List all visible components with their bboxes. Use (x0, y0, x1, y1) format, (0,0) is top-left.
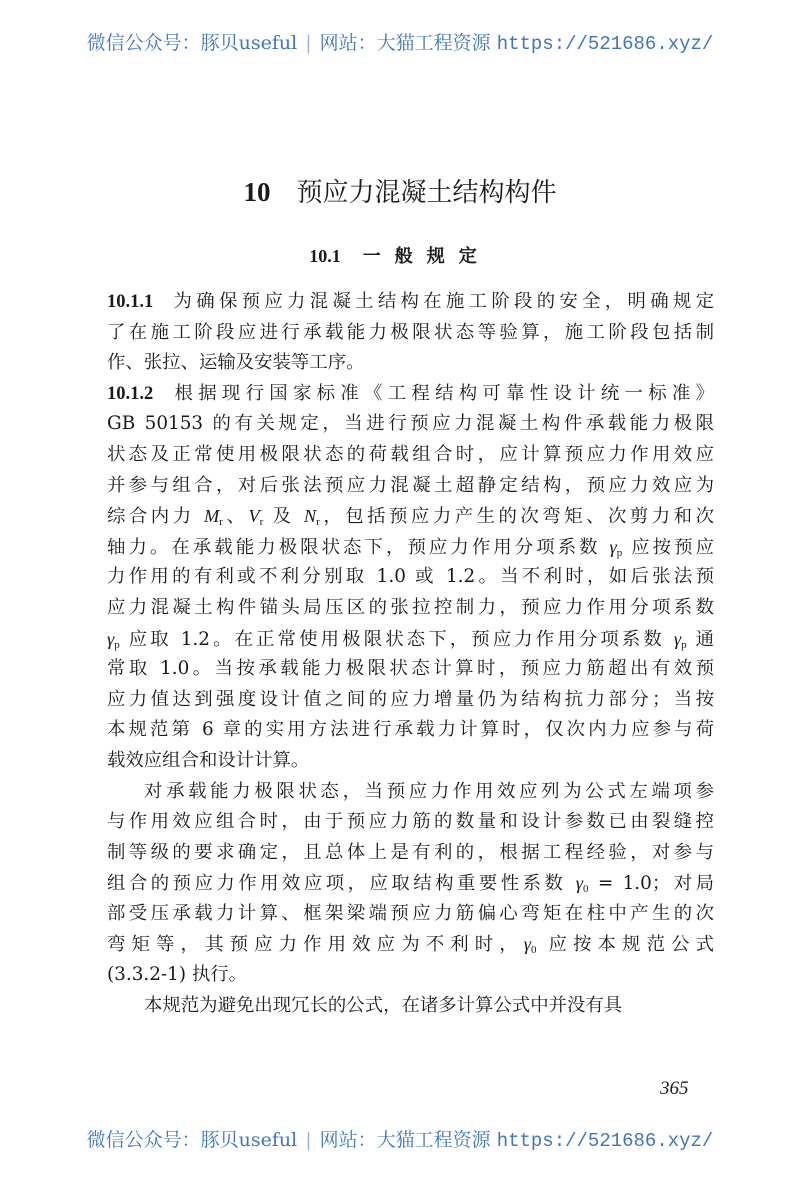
subscript: r (219, 516, 223, 529)
text-line: 常取 1.0。当按承载能力极限状态计算时，预应力筋超出有效预 (107, 658, 714, 680)
text-line: 状态及正常使用极限状态的荷载组合时，应计算预应力作用效应 (107, 443, 714, 465)
symbol-M: M (203, 506, 220, 527)
chapter-number: 10 (243, 177, 271, 207)
watermark-account: 微信公众号：豚贝useful (86, 1129, 298, 1151)
chapter-title (0, 172, 800, 209)
clause-number: 10.1.2 (107, 383, 154, 404)
text-line-with-symbols: 组合的预应力作用效应项，应取结构重要性系数 $\gamma_0 = 1.0$；对局 (107, 873, 714, 896)
watermark-url: https://521686.xyz/ (496, 33, 714, 55)
text-line: 本规范第 6 章的实用方法进行承载力计算时，仅次内力应参与荷 (107, 719, 714, 741)
subscript: p (681, 638, 687, 651)
clause-number: 10.1.1 (107, 292, 154, 312)
text-line: 为确保预应力混凝土结构在施工阶段的安全，明确规定 (169, 291, 714, 312)
section-title (0, 242, 800, 268)
text-line: 载效应组合和设计计算。 (107, 749, 310, 771)
text-line: (3.3.2-1) 执行。 (107, 964, 248, 986)
subscript: p (616, 546, 623, 559)
clause-line (107, 379, 714, 410)
watermark-url: https://521686.xyz/ (496, 1130, 714, 1152)
symbol-gamma: γ (107, 628, 115, 649)
page-number: 365 (660, 1078, 689, 1099)
body-text (107, 287, 714, 1021)
watermark-bottom (0, 1125, 800, 1152)
text-line-with-symbols: 综合内力 $M_r$、$V_r$ 及 $N_r$，包括预应力产生的次弯矩、次剪力和次 (107, 506, 714, 529)
section-title-text: 一般规定 (362, 246, 491, 267)
watermark-site-label: 网站：大猫工程资源 (319, 1129, 491, 1151)
text-line-with-symbols: 轴力。在承载能力极限状态下，预应力作用分项系数 $\gamma_p$ 应按预应 (107, 536, 714, 559)
text-line: 与作用效应组合时，由于预应力筋的数量和设计参数已由裂缝控 (107, 811, 714, 833)
text-line-with-symbols: 弯矩等，其预应力作用效应为不利时，$\gamma_0$ 应按本规范公式 (107, 934, 714, 957)
symbol-N: N (303, 506, 317, 527)
watermark-account: 微信公众号：豚贝useful (86, 32, 298, 54)
watermark-top (0, 28, 800, 55)
text-line: 部受压承载力计算、框架梁端预应力筋偏心弯矩在柱中产生的次 (107, 902, 714, 924)
symbol-gamma: γ (575, 873, 584, 894)
symbol-gamma: γ (673, 628, 682, 649)
watermark-site-label: 网站：大猫工程资源 (319, 32, 491, 54)
clause-line (107, 287, 714, 318)
symbol-gamma: γ (523, 934, 532, 955)
text-line-with-symbols: $\gamma_p$ 应取 1.2。在正常使用极限状态下，预应力作用分项系数 $\gamma_p$ 通 (107, 628, 714, 651)
chapter-title-text: 预应力混凝土结构构件 (296, 178, 557, 208)
symbol-gamma: γ (609, 536, 617, 557)
text-line: 力作用的有利或不利分别取 1.0 或 1.2。当不利时，如后张法预 (107, 566, 714, 588)
text-line: 作、张拉、运输及安装等工序。 (107, 352, 365, 374)
subscript: 0 (583, 883, 589, 896)
watermark-separator: | (305, 32, 312, 54)
subscript: r (316, 516, 320, 529)
subscript: p (114, 638, 120, 651)
subscript: r (259, 516, 264, 529)
text-line: 了在施工阶段应进行承载能力极限状态等验算，施工阶段包括制 (107, 321, 714, 343)
section-number: 10.1 (309, 246, 341, 266)
watermark-separator: | (305, 1129, 312, 1151)
text-line: 本规范为避免出现冗长的公式，在诸多计算公式中并没有具 (144, 994, 623, 1016)
subscript: 0 (531, 944, 537, 957)
text-line: 应力值达到强度设计值之间的应力增量仍为结构抗力部分；当按 (107, 688, 714, 710)
symbol-V: V (248, 506, 260, 527)
text-line: 对承载能力极限状态，当预应力作用效应列为公式左端项参 (144, 780, 714, 802)
text-line: 并参与组合，对后张法预应力混凝土超静定结构，预应力效应为 (107, 474, 714, 496)
text-line: 制等级的要求确定，且总体上是有利的，根据工程经验，对参与 (107, 841, 714, 863)
text-line: 应力混凝土构件锚头局压区的张拉控制力，预应力作用分项系数 (107, 596, 714, 618)
text-line: 根据现行国家标准《工程结构可靠性设计统一标准》 (169, 382, 714, 404)
text-line: GB 50153 的有关规定，当进行预应力混凝土构件承载能力极限 (107, 413, 714, 435)
